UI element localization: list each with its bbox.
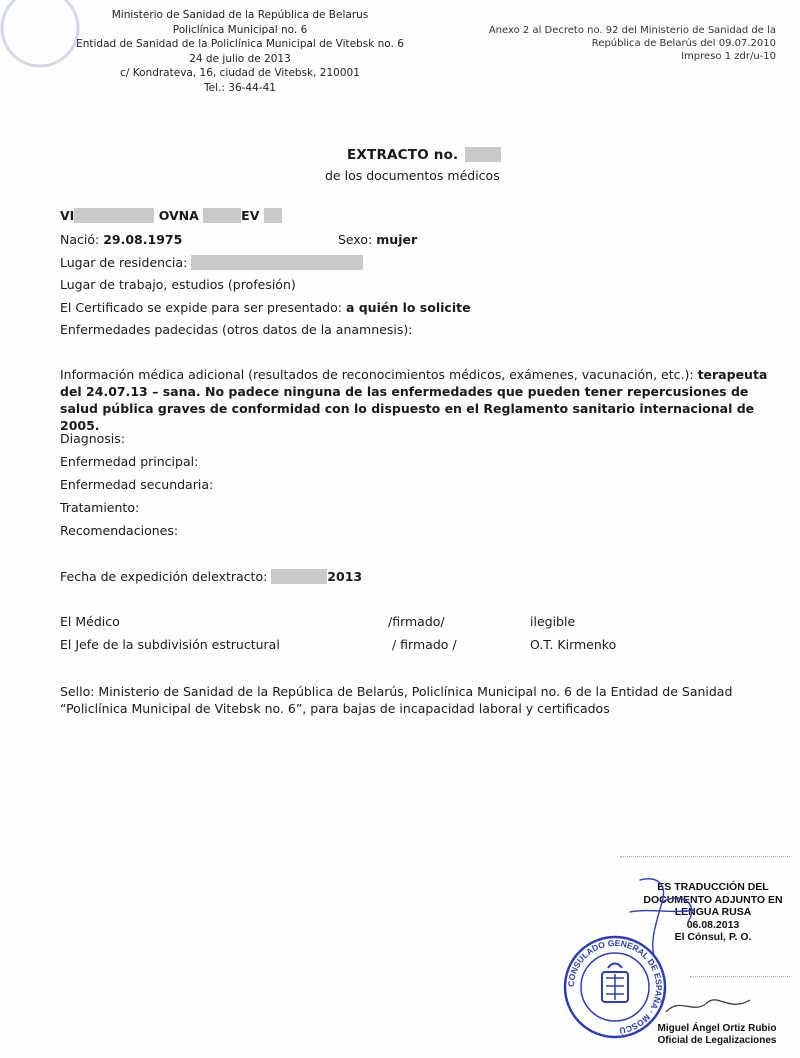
- principal-disease-label: Enfermedad principal:: [60, 454, 199, 469]
- issue-date-row: [60, 569, 362, 585]
- annex-reference: [489, 24, 776, 63]
- residence-row: [60, 255, 363, 271]
- sex-row: [338, 232, 417, 248]
- medical-info-value: terapeuta del 24.07.13 – sana. No padece ninguna de las enfermedades que pueden tener repercusiones de salud pública graves de conformidad con lo dispuesto en el Reglamento sanitario internacional de 2005.: [60, 367, 768, 433]
- annex-line-3: Impreso 1 zdr/u-10: [681, 51, 776, 62]
- doctor-signed: /firmado/: [388, 614, 445, 629]
- legalization-date: 06.08.2013: [686, 918, 740, 931]
- issue-year: 2013: [327, 569, 363, 584]
- annex-line-2: República de Belarús del 09.07.2010: [591, 38, 776, 49]
- name-part-2: OVNA: [158, 208, 199, 223]
- residence-label: Lugar de residencia:: [60, 255, 188, 270]
- redacted-issue-date: [271, 569, 327, 584]
- officer-title: Oficial de Legalizaciones: [657, 1035, 777, 1046]
- patient-name: [60, 208, 282, 224]
- redacted-number: [465, 147, 501, 162]
- legalization-line-1: ES TRADUCCIÓN DEL: [657, 881, 769, 893]
- birth-label: Nació:: [60, 232, 100, 247]
- header-line-ministry: Ministerio de Sanidad de la República de Belarus: [111, 9, 369, 21]
- chief-label: El Jefe de la subdivisión estructural: [60, 637, 280, 652]
- chief-signed: / firmado /: [392, 637, 457, 652]
- annex-line-1: Anexo 2 al Decreto no. 92 del Ministerio de Sanidad de la: [488, 25, 776, 36]
- sex-label: Sexo:: [338, 232, 373, 247]
- certificate-label: El Certificado se expide para ser presentado:: [60, 300, 342, 315]
- officer-block: [642, 1023, 792, 1047]
- issue-date-label: Fecha de expedición delextracto:: [60, 569, 268, 584]
- header-line-address: c/ Kondrateva, 16, ciudad de Vitebsk, 210001: [120, 67, 360, 79]
- officer-signature: [660, 990, 760, 1020]
- certificate-row: [60, 300, 471, 316]
- diseases-label: Enfermedades padecidas (otros datos de la anamnesis):: [60, 322, 413, 337]
- dotted-divider: [690, 976, 790, 978]
- medical-info-label: Información médica adicional (resultados de reconocimientos médicos, exámenes, vacunación, etc.):: [60, 367, 694, 382]
- legalization-consul: El Cónsul, P. O.: [674, 931, 752, 943]
- legalization-line-3: LENGUA RUSA: [674, 906, 752, 918]
- redacted-name-3: [264, 208, 282, 223]
- sex-value: mujer: [376, 232, 418, 247]
- chief-name: O.T. Kirmenko: [530, 637, 617, 652]
- diagnosis-label: Diagnosis:: [60, 431, 125, 446]
- doctor-label: El Médico: [60, 614, 120, 629]
- header-line-entity: Entidad de Sanidad de la Policlínica Municipal de Vitebsk no. 6: [76, 38, 404, 50]
- medical-info-paragraph: [60, 366, 772, 434]
- work-label: Lugar de trabajo, estudios (profesión): [60, 277, 296, 292]
- seal-description: Sello: Ministerio de Sanidad de la República de Belarús, Policlínica Municipal no. 6 de la Entidad de Sanidad “Policlínica Municipal de Vitebsk no. 6”, para bajas de incapacidad laboral y certificados: [60, 684, 733, 716]
- certificate-value: a quién lo solicite: [345, 300, 471, 315]
- name-part-3: EV: [241, 208, 260, 223]
- recommendations-label: Recomendaciones:: [60, 523, 179, 538]
- document-subtitle: de los documentos médicos: [325, 168, 500, 183]
- header-line-date: 24 de julio de 2013: [189, 52, 291, 65]
- birth-value: 29.08.1975: [103, 232, 183, 247]
- redacted-name-2: [203, 208, 241, 223]
- redacted-name-1: [74, 208, 154, 223]
- birth-date-row: [60, 232, 182, 248]
- secondary-disease-label: Enfermedad secundaria:: [60, 477, 214, 492]
- institution-header: [40, 8, 440, 95]
- document-title: [347, 147, 501, 163]
- doctor-name: ilegible: [530, 614, 576, 629]
- header-line-phone: Tel.: 36-44-41: [204, 81, 276, 94]
- legalization-line-2: DOCUMENTO ADJUNTO EN: [643, 893, 783, 906]
- name-part-1: VI: [60, 208, 75, 223]
- header-line-policlinic: Policlínica Municipal no. 6: [172, 23, 308, 36]
- dotted-divider: [620, 856, 790, 858]
- redacted-residence: [191, 255, 363, 270]
- officer-name: Miguel Ángel Ortiz Rubio: [657, 1023, 777, 1034]
- treatment-label: Tratamiento:: [60, 500, 140, 515]
- title-text: EXTRACTO no.: [347, 147, 459, 163]
- seal-ring-text: CONSULADO GENERAL DE ESPAÑA · MOSCÚ: [565, 937, 665, 1036]
